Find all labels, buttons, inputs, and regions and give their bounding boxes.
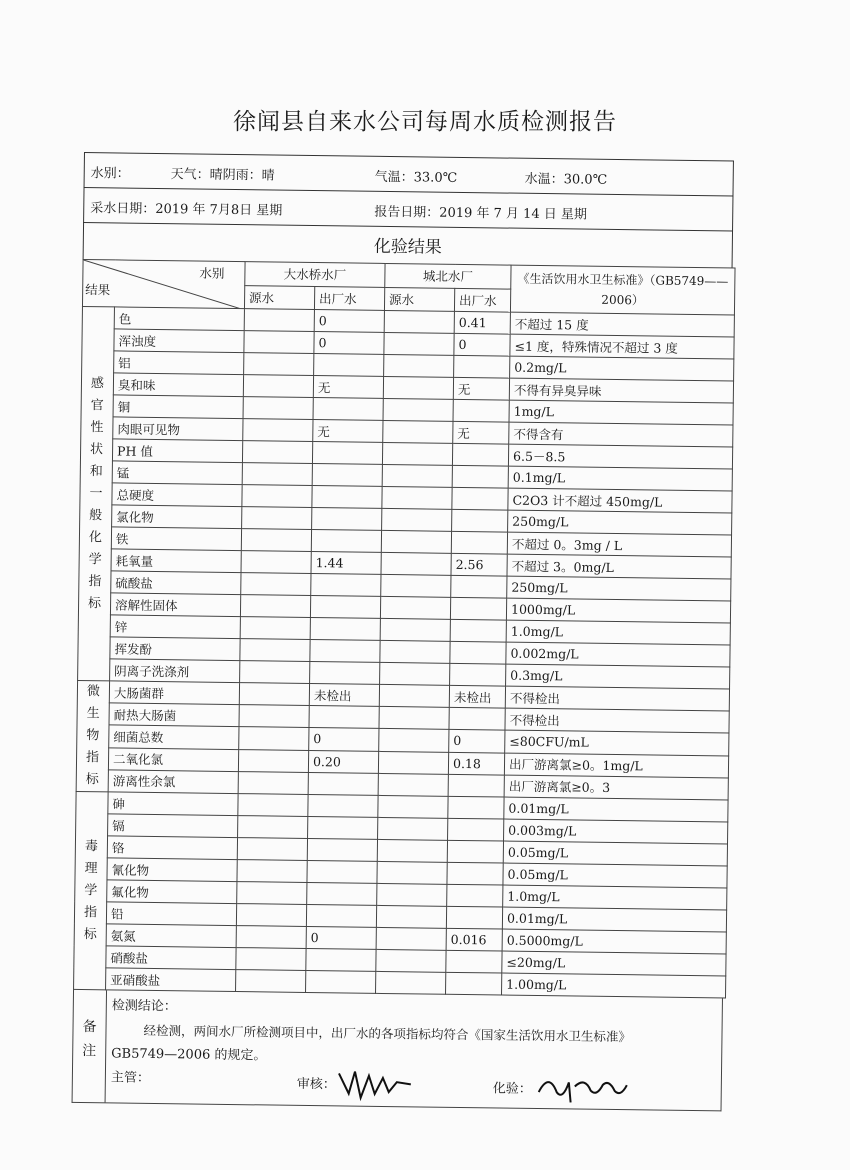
item-name: 硫酸盐 xyxy=(111,571,241,595)
remarks-char-1: 备 xyxy=(82,1019,97,1036)
result-p1out: 无 xyxy=(313,376,383,399)
results-table xyxy=(73,259,736,998)
result-p1out xyxy=(310,618,380,641)
result-p1raw xyxy=(240,595,310,618)
result-p1raw xyxy=(236,948,306,971)
result-p1raw xyxy=(240,661,310,684)
conclusion-line-2: GB5749—2006 的规定。 xyxy=(111,1046,267,1064)
header-p2-out: 出厂水 xyxy=(454,288,510,312)
standard-value: 不超过 15 度 xyxy=(510,312,734,337)
result-p2raw xyxy=(383,420,453,443)
result-p1raw xyxy=(239,683,309,706)
category-char: 状 xyxy=(89,441,104,457)
category-char: 毒 xyxy=(84,838,99,854)
header-plant-1: 大水桥水厂 xyxy=(245,262,385,287)
result-p1raw xyxy=(242,463,312,486)
item-name: 大肠菌群 xyxy=(109,681,239,705)
result-p2raw xyxy=(376,905,446,928)
result-p1out: 无 xyxy=(313,420,383,443)
result-p2raw xyxy=(379,707,449,730)
conclusion-heading: 检测结论： xyxy=(111,998,177,1015)
standard-value: ≤80CFU/mL xyxy=(505,730,729,755)
result-p2out xyxy=(452,465,508,488)
conclusion-line-1: 经检测，两间水厂所检测项目中，出厂水的各项指标均符合《国家生活饮用水卫生标准》 xyxy=(143,1022,632,1045)
result-p2out: 0 xyxy=(454,333,510,356)
result-p2raw xyxy=(384,354,454,377)
item-name: 臭和味 xyxy=(113,373,243,397)
result-p2raw xyxy=(382,464,452,487)
result-p2out xyxy=(448,796,504,819)
water-label: 水别： xyxy=(90,166,130,182)
standard-value: 出厂游离氯≥0。3 xyxy=(504,775,728,800)
result-p1out: 1.44 xyxy=(311,552,381,575)
result-p2raw xyxy=(382,442,452,465)
result-p2out: 无 xyxy=(453,377,509,400)
result-p1raw xyxy=(243,419,313,442)
standard-value: 0.01mg/L xyxy=(504,797,728,822)
tester-label: 化验： xyxy=(492,1081,532,1097)
result-p2out xyxy=(449,708,505,731)
standard-value: 0.05mg/L xyxy=(503,841,727,866)
category-char: 指 xyxy=(83,904,98,920)
standard-value: 1.0mg/L xyxy=(503,885,727,910)
result-p1out xyxy=(306,970,376,993)
category-char: 生 xyxy=(86,706,100,722)
standard-value: 不得含有 xyxy=(509,422,733,447)
standard-value: 0.05mg/L xyxy=(503,863,727,888)
category-cell xyxy=(74,791,109,989)
standard-value: 不得检出 xyxy=(505,686,729,711)
result-p2raw xyxy=(384,310,454,333)
result-p1out: 未检出 xyxy=(309,683,379,706)
standard-value: 0.3mg/L xyxy=(506,664,730,689)
result-p2out: 0 xyxy=(449,730,505,753)
category-char: 标 xyxy=(85,772,99,788)
result-p2raw xyxy=(383,398,453,421)
result-p1out xyxy=(313,398,383,421)
result-p1out xyxy=(306,948,376,971)
standard-value: 1mg/L xyxy=(509,400,733,425)
standard-value: C2O3 计不超过 450mg/L xyxy=(508,488,732,513)
item-name: 游离性余氯 xyxy=(108,770,238,794)
result-p2out: 0.41 xyxy=(454,311,510,334)
result-p1out xyxy=(312,508,382,531)
result-p1out xyxy=(312,486,382,509)
result-p2raw xyxy=(382,508,452,531)
result-p2out xyxy=(446,950,502,973)
header-p2-raw: 源水 xyxy=(384,287,454,311)
result-p1raw xyxy=(242,441,312,464)
standard-value: 0.002mg/L xyxy=(506,642,730,667)
result-p1raw xyxy=(243,397,313,420)
standard-value: 0.01mg/L xyxy=(502,907,726,932)
item-name: 氨氮 xyxy=(106,924,236,948)
category-cell xyxy=(76,680,109,791)
result-p2out xyxy=(448,774,504,797)
standard-value: 出厂游离氯≥0。1mg/L xyxy=(504,753,728,778)
result-p2out xyxy=(451,575,507,598)
section-title: 化验结果 xyxy=(83,222,733,268)
result-p2out xyxy=(452,487,508,510)
category-char: 指 xyxy=(85,750,100,766)
result-p2raw xyxy=(380,596,450,619)
result-p2raw xyxy=(376,949,446,972)
result-p2out xyxy=(452,509,508,532)
category-char: 微 xyxy=(86,684,101,700)
standard-value: 不得检出 xyxy=(505,708,729,733)
result-p2raw xyxy=(383,376,453,399)
result-p2raw xyxy=(378,817,448,840)
result-p2raw xyxy=(381,574,451,597)
result-p2out xyxy=(447,862,503,885)
result-p1out xyxy=(307,882,377,905)
result-p1out xyxy=(308,816,378,839)
item-name: 砷 xyxy=(108,792,238,816)
conclusion-box xyxy=(72,990,723,1111)
standard-value: 250mg/L xyxy=(507,576,731,601)
category-cell xyxy=(78,306,115,680)
item-name: 二氧化氯 xyxy=(108,747,238,771)
remarks-label xyxy=(73,990,107,1102)
category-char: 物 xyxy=(86,728,100,744)
result-p1out: 0.20 xyxy=(308,750,378,773)
tester-signature xyxy=(535,1066,631,1105)
result-p2raw xyxy=(377,861,447,884)
report-form xyxy=(72,152,734,1111)
item-name: 挥发酚 xyxy=(110,637,240,661)
result-p1out xyxy=(311,530,381,553)
supervisor-label: 主管： xyxy=(110,1070,150,1086)
category-char: 标 xyxy=(83,926,97,942)
result-p1out xyxy=(310,640,380,663)
result-p1raw xyxy=(239,727,309,750)
result-p1out xyxy=(308,794,378,817)
item-name: PH 值 xyxy=(112,439,242,463)
item-name: 浑浊度 xyxy=(114,329,244,353)
item-name: 溶解性固体 xyxy=(110,593,240,617)
result-p1raw xyxy=(238,749,308,772)
result-p2raw xyxy=(380,662,450,685)
result-p1out: 0 xyxy=(309,728,379,751)
standard-value: 不超过 0。3mg / L xyxy=(507,532,731,557)
result-p2raw xyxy=(379,729,449,752)
water-temperature: 水温：30.0℃ xyxy=(524,171,608,188)
result-p2out xyxy=(450,641,506,664)
result-p2raw xyxy=(377,883,447,906)
result-p2out xyxy=(450,597,506,620)
result-p2out xyxy=(447,884,503,907)
category-char: 官 xyxy=(90,397,104,413)
header-diagonal-cell xyxy=(82,259,245,308)
standard-value: 250mg/L xyxy=(508,510,732,535)
item-name: 铅 xyxy=(106,902,236,926)
category-char: 标 xyxy=(87,595,102,611)
result-p2raw xyxy=(382,486,452,509)
result-p2raw xyxy=(377,839,447,862)
result-p1out xyxy=(312,464,382,487)
result-p1raw xyxy=(236,926,306,949)
result-p1out xyxy=(312,442,382,465)
result-p1raw xyxy=(244,353,314,376)
reviewer-label: 审核： xyxy=(296,1076,336,1093)
item-name: 镉 xyxy=(108,814,238,838)
result-p2out xyxy=(446,972,502,995)
result-p1out xyxy=(314,354,384,377)
reviewer-signature xyxy=(335,1063,415,1102)
result-p2raw xyxy=(378,795,448,818)
item-name: 铜 xyxy=(113,395,243,419)
standard-value: 0.5000mg/L xyxy=(502,929,726,954)
report-date: 报告日期：2019 年 7 月 14 日 星期 xyxy=(374,204,588,223)
item-name: 亚硝酸盐 xyxy=(106,968,236,992)
result-p1out xyxy=(308,772,378,795)
item-name: 氟化物 xyxy=(107,880,237,904)
result-p1out xyxy=(311,574,381,597)
item-name: 铝 xyxy=(114,351,244,375)
header-p1-out: 出厂水 xyxy=(314,286,384,310)
standard-value: 1.00mg/L xyxy=(502,973,726,998)
result-p1raw xyxy=(238,771,308,794)
result-p2raw xyxy=(376,927,446,950)
result-p1out: 0 xyxy=(314,332,384,355)
result-p1out xyxy=(306,904,376,927)
item-name: 铬 xyxy=(107,836,237,860)
result-p2out xyxy=(451,531,507,554)
result-p1out xyxy=(310,596,380,619)
result-p2out xyxy=(452,443,508,466)
remarks-char-2: 注 xyxy=(82,1043,97,1060)
item-name: 氯化物 xyxy=(112,505,242,529)
item-name: 肉眼可见物 xyxy=(113,417,243,441)
standard-value: 6.5－8.5 xyxy=(508,444,732,469)
result-p1raw xyxy=(236,904,306,927)
result-p1raw xyxy=(237,882,307,905)
category-char: 和 xyxy=(89,463,103,479)
category-char: 指 xyxy=(88,573,102,589)
header-plant-2: 城北水厂 xyxy=(385,263,511,288)
result-p2out xyxy=(450,663,506,686)
result-p2raw xyxy=(376,971,446,994)
result-p1raw xyxy=(240,617,310,640)
standard-value: ≤20mg/L xyxy=(502,951,726,976)
result-p1raw xyxy=(238,794,308,817)
standard-value: 0.1mg/L xyxy=(508,466,732,491)
item-name: 硝酸盐 xyxy=(106,946,236,970)
result-p1raw xyxy=(241,551,311,574)
result-p2raw xyxy=(378,773,448,796)
result-p1raw xyxy=(243,375,313,398)
result-p1raw xyxy=(244,331,314,354)
item-name: 锌 xyxy=(110,615,240,639)
category-char: 感 xyxy=(90,375,105,391)
result-p2raw xyxy=(381,552,451,575)
result-p2out: 2.56 xyxy=(451,553,507,576)
result-p2raw xyxy=(384,332,454,355)
item-name: 阴离子洗涤剂 xyxy=(110,659,240,683)
standard-value: 0.003mg/L xyxy=(504,819,728,844)
category-char: 一 xyxy=(89,485,103,501)
standard-value: 0.2mg/L xyxy=(510,356,734,381)
result-p1out: 0 xyxy=(314,310,384,333)
result-p1raw xyxy=(240,639,310,662)
standard-value: 1000mg/L xyxy=(506,598,730,623)
result-p2out: 未检出 xyxy=(449,685,505,708)
item-name: 耐热大肠菌 xyxy=(109,703,239,727)
result-p2out xyxy=(448,818,504,841)
page-title: 徐闻县自来水公司每周水质检测报告 xyxy=(233,109,617,135)
result-p1out xyxy=(309,706,379,729)
result-p1raw xyxy=(241,529,311,552)
item-name: 细菌总数 xyxy=(109,725,239,749)
standard-value: 1.0mg/L xyxy=(506,620,730,645)
air-temperature: 气温：33.0℃ xyxy=(374,169,458,186)
result-p2raw xyxy=(380,618,450,641)
category-char: 般 xyxy=(89,507,103,523)
header-water-type: 水别 xyxy=(199,265,225,281)
item-name: 铁 xyxy=(111,527,241,551)
item-name: 氰化物 xyxy=(107,858,237,882)
result-p1raw xyxy=(242,507,312,530)
result-p2out xyxy=(447,840,503,863)
result-p1out xyxy=(307,860,377,883)
result-p1raw xyxy=(241,573,311,596)
result-p1raw xyxy=(239,705,309,728)
result-p2out xyxy=(450,619,506,642)
result-p1raw xyxy=(238,816,308,839)
category-char: 理 xyxy=(84,860,98,876)
result-p2out xyxy=(453,399,509,422)
item-name: 锰 xyxy=(112,461,242,485)
header-result: 结果 xyxy=(85,282,111,298)
result-p2raw xyxy=(379,684,449,707)
result-p1raw xyxy=(237,860,307,883)
result-p2out: 无 xyxy=(453,421,509,444)
result-p1out xyxy=(310,661,380,684)
item-name: 总硬度 xyxy=(112,483,242,507)
header-standard: 《生活饮用水卫生标准》（GB5749——2006） xyxy=(510,265,735,315)
weather: 天气：晴阴雨：晴 xyxy=(170,167,275,184)
result-p1raw xyxy=(236,970,306,993)
result-p2raw xyxy=(378,751,448,774)
result-p1raw xyxy=(244,309,314,332)
header-p1-raw: 源水 xyxy=(244,285,314,309)
category-char: 性 xyxy=(90,419,104,435)
result-p1out xyxy=(307,838,377,861)
item-name: 色 xyxy=(114,307,244,331)
result-p2out xyxy=(454,355,510,378)
category-char: 学 xyxy=(88,551,102,567)
result-p2out: 0.016 xyxy=(446,928,502,951)
result-p2raw xyxy=(380,640,450,663)
result-p2out xyxy=(446,906,502,929)
standard-value: 不超过 3。0mg/L xyxy=(507,554,731,579)
result-p1out: 0 xyxy=(306,926,376,949)
sample-date: 采水日期：2019 年 7月8日 星期 xyxy=(90,201,283,219)
result-p1raw xyxy=(242,485,312,508)
result-p2raw xyxy=(381,530,451,553)
standard-value: 不得有异臭异味 xyxy=(509,378,733,403)
standard-value: ≤1 度，特殊情况不超过 3 度 xyxy=(510,334,734,359)
result-p2out: 0.18 xyxy=(448,752,504,775)
category-char: 学 xyxy=(84,882,98,898)
item-name: 耗氧量 xyxy=(111,549,241,573)
result-p1raw xyxy=(237,838,307,861)
category-char: 化 xyxy=(88,529,103,545)
